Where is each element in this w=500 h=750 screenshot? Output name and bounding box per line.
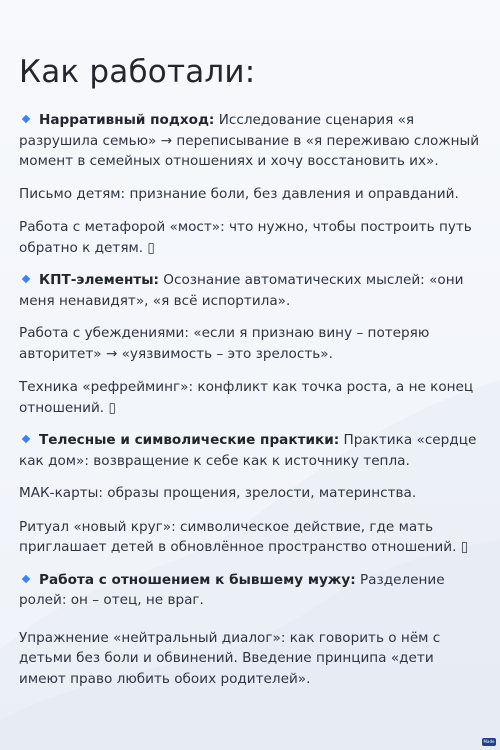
- section-narrative: [19, 110, 484, 172]
- diamond-bullet-icon: [22, 574, 30, 582]
- content-body: [19, 110, 484, 689]
- section-heading: Телесные и символические практики:: [39, 432, 340, 448]
- paragraph: Ритуал «новый круг»: символическое действие, где мать приглашает детей в обновлённое пространство отношений. ▯: [19, 518, 469, 555]
- paragraph: Работа с метафорой «мост»: что нужно, чтобы построить путь обратно к детям. ▯: [19, 219, 472, 256]
- page-title: Как работали:: [19, 54, 256, 90]
- diamond-bullet-icon: [22, 115, 30, 123]
- section-body-practices: [19, 430, 484, 471]
- section-ex-husband: [19, 570, 484, 611]
- paragraph: МАК-карты: образы прощения, зрелости, материнства.: [19, 485, 417, 501]
- section-text: Осознание автоматических мыслей: «они меня ненавидят», «я всё испортила».: [19, 272, 464, 309]
- diamond-bullet-icon: [22, 435, 30, 443]
- diamond-bullet-icon: [22, 275, 30, 283]
- paragraph: Работа с убеждениями: «если я признаю вину – потеряю авторитет» → «уязвимость – это зрелость».: [19, 325, 430, 362]
- section-text: Разделение ролей: он – отец, не враг.: [19, 571, 445, 608]
- section-text: Исследование сценария «я разрушила семью» → переписывание в «я переживаю сложный момент в семейных отношениях и хочу восстановить их».: [19, 112, 480, 169]
- paragraph: Упражнение «нейтральный диалог»: как говорить о нём с детьми без боли и обвинений. Введение принципа «дети имеют право любить обоих родителей».: [19, 629, 441, 687]
- made-with-badge[interactable]: Made: [483, 739, 495, 744]
- paragraph: Письмо детям: признание боли, без давления и оправданий.: [19, 185, 459, 202]
- section-heading: Нарративный подход:: [39, 112, 215, 128]
- section-cbt: [19, 270, 484, 311]
- paragraph: Техника «рефрейминг»: конфликт как точка роста, а не конец отношений. ▯: [19, 379, 474, 416]
- section-heading: КПТ-элементы:: [39, 272, 159, 288]
- section-heading: Работа с отношением к бывшему мужу:: [39, 571, 356, 588]
- section-text: Практика «сердце как дом»: возвращение к себе как к источнику тепла.: [19, 432, 477, 469]
